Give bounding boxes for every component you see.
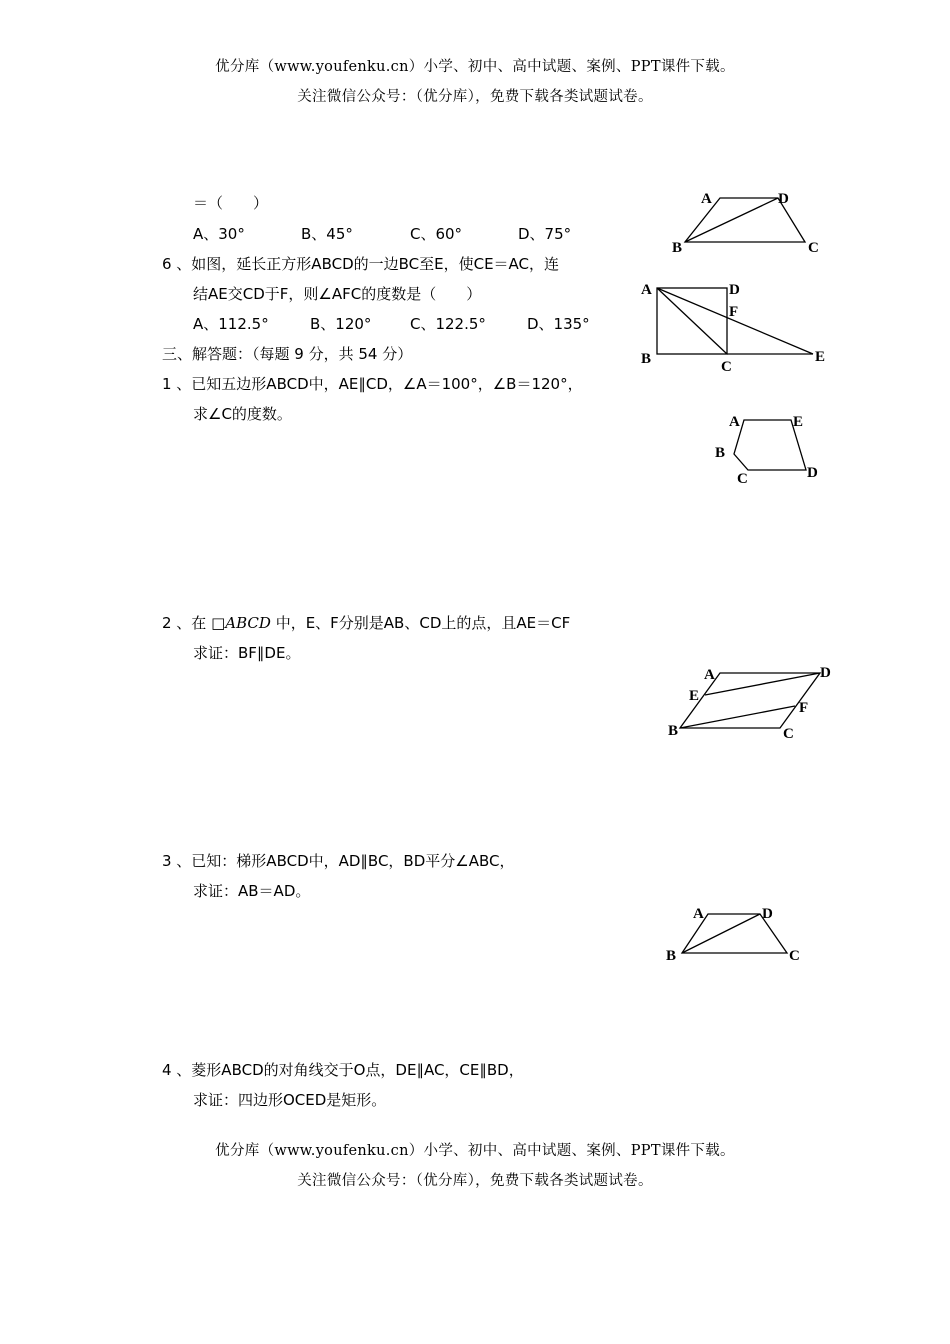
problem-3-line-2: 求证：AB＝AD。	[193, 882, 311, 900]
label-c: C	[808, 240, 819, 256]
label-a: A	[729, 414, 740, 430]
q5-trapezoid-figure	[660, 180, 830, 260]
header-line-1: 优分库（www.youfenku.cn）小学、初中、高中试题、案例、PPT课件下载。	[215, 59, 735, 75]
label-a: A	[641, 282, 652, 298]
label-c: C	[783, 726, 794, 742]
label-b: B	[666, 948, 677, 964]
segment-de	[705, 673, 820, 695]
parallelogram-symbol: □ABCD	[211, 614, 271, 632]
label-b: B	[672, 240, 683, 256]
label-b: B	[715, 445, 726, 461]
diagonal-bd	[685, 198, 778, 242]
footer-line-2: 关注微信公众号：（优分库），免费下载各类试题试卷。	[297, 1173, 653, 1189]
q6-line-2: 结AE交CD于F，则∠AFC的度数是（ ）	[193, 285, 482, 303]
problem-4-line-2: 求证：四边形OCED是矩形。	[193, 1091, 387, 1109]
q6-line-1: 6 、如图，延长正方形ABCD的一边BC至E，使CE＝AC，连	[162, 255, 560, 273]
label-e: E	[815, 349, 826, 365]
label-f: F	[799, 700, 809, 716]
pentagon-figure	[700, 405, 830, 490]
q5-option-d: D、75°	[518, 225, 572, 243]
label-d: D	[729, 282, 740, 298]
label-d: D	[820, 665, 831, 681]
problem-3-line-1: 3 、已知：梯形ABCD中，AD∥BC，BD平分∠ABC，	[162, 852, 515, 870]
problem-1-line-1: 1 、已知五边形ABCD中，AE∥CD，∠A＝100°，∠B＝120°，	[162, 375, 583, 393]
label-c: C	[721, 359, 732, 375]
section-3-title: 三、解答题：（每题 9 分，共 54 分）	[162, 345, 413, 363]
problem-2-suffix: 中，E、F分别是AB、CD上的点，且AE＝CF	[275, 614, 571, 632]
parallelogram-figure	[660, 660, 840, 745]
q6-option-d: D、135°	[527, 315, 590, 333]
label-a: A	[701, 191, 712, 207]
segment-bf	[680, 706, 795, 728]
q5-option-c: C、60°	[410, 225, 463, 243]
q6-square-figure	[635, 275, 835, 380]
diagonal-ac	[657, 288, 727, 354]
problem-2-line-2: 求证：BF∥DE。	[193, 644, 301, 662]
problem-2-prefix: 2 、在	[162, 614, 207, 632]
label-b: B	[641, 351, 652, 367]
q5-option-a: A、30°	[193, 225, 245, 243]
label-e: E	[689, 688, 700, 704]
label-c: C	[789, 948, 800, 964]
label-a: A	[704, 667, 715, 683]
trapezoid-figure	[655, 900, 815, 970]
label-f: F	[729, 304, 739, 320]
footer-line-1: 优分库（www.youfenku.cn）小学、初中、高中试题、案例、PPT课件下载。	[215, 1143, 735, 1159]
q5-option-b: B、45°	[301, 225, 353, 243]
label-c: C	[737, 471, 748, 487]
q5-answer-blank: ＝（ ）	[193, 194, 269, 212]
label-b: B	[668, 723, 679, 739]
q6-option-b: B、120°	[310, 315, 372, 333]
label-d: D	[778, 191, 789, 207]
label-a: A	[693, 906, 704, 922]
label-e: E	[793, 414, 804, 430]
problem-2-line-1	[162, 612, 570, 633]
problem-1-line-2: 求∠C的度数。	[193, 405, 292, 423]
q6-option-c: C、122.5°	[410, 315, 486, 333]
header-line-2: 关注微信公众号：（优分库），免费下载各类试题试卷。	[297, 89, 653, 105]
problem-4-line-1: 4 、菱形ABCD的对角线交于O点，DE∥AC，CE∥BD，	[162, 1061, 524, 1079]
label-d: D	[807, 465, 818, 481]
label-d: D	[762, 906, 773, 922]
q6-option-a: A、112.5°	[193, 315, 269, 333]
